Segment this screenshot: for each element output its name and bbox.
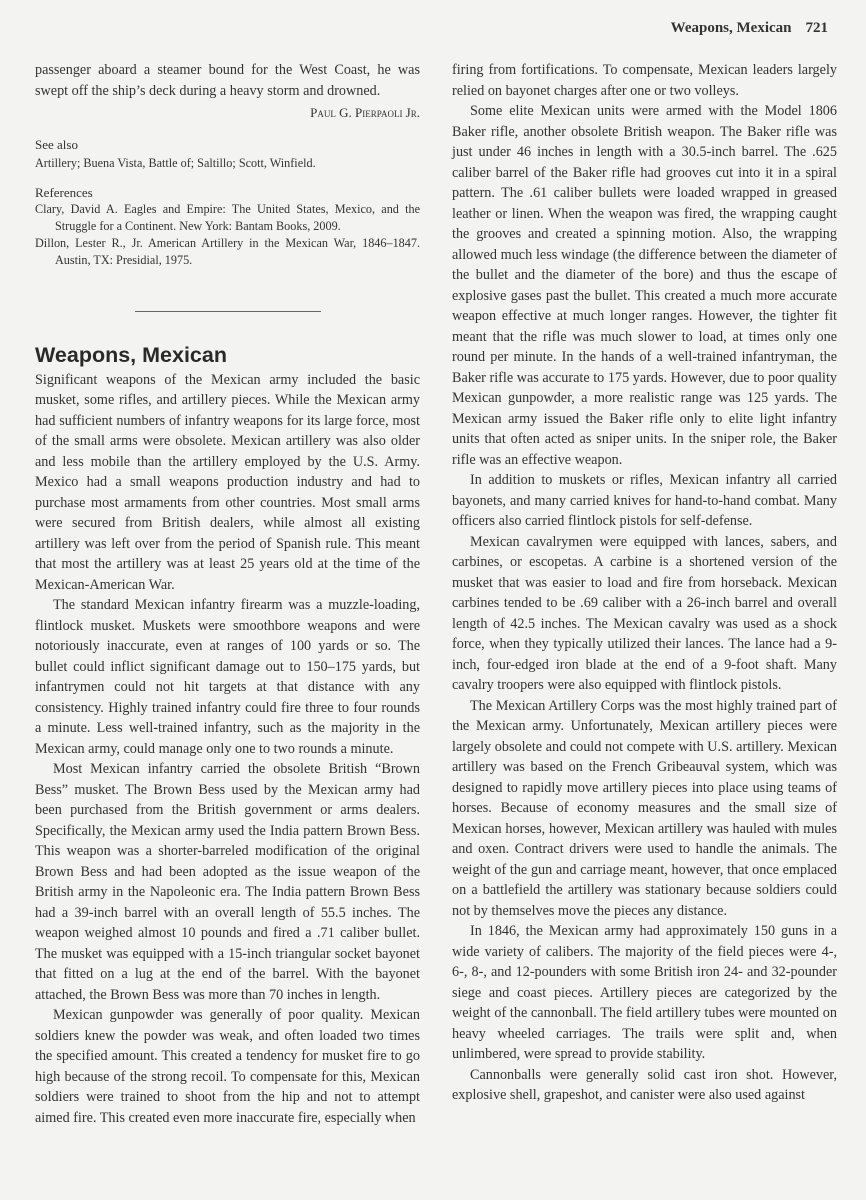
references-heading: References	[35, 184, 93, 200]
body-paragraph: Mexican gunpowder was generally of poor quality. Mexican soldiers knew the powder was weak, and often loaded two times the specified amount. This created a tendency for musket fire to go high because of the strong recoil. To compensate for this, Mexican soldiers were trained to shoot from the hip and not to attempt aimed fire. This created even more inaccurate fire, especially when	[35, 1007, 420, 1126]
reference-item: Dillon, Lester R., Jr. American Artillery in the Mexican War, 1846–1847. Austin, TX: Presidial, 1975.	[35, 235, 420, 267]
entry-divider	[135, 311, 321, 312]
body-paragraph: firing from fortifications. To compensate, Mexican leaders largely relied on bayonet charges after one or two volleys.	[452, 62, 837, 99]
see-also-text: Artillery; Buena Vista, Battle of; Saltillo; Scott, Winfield.	[35, 155, 316, 170]
body-paragraph: In 1846, the Mexican army had approximately 150 guns in a wide variety of calibers. The majority of the field pieces were 4-, 6-, 8-, and 12-pounders with some British iron 24- and 32-pounder siege and coast pieces. Artillery pieces are categorized by the weight of the cannonball. The field artillery tubes were mounted on heavy wheeled carriages. The trails were split and, when unlimbered, were spread to provide stability.	[452, 923, 837, 1062]
body-paragraph: Mexican cavalrymen were equipped with lances, sabers, and carbines, or escopetas. A carbine is a shortened version of the musket that was easier to load and fire from horseback. Mexican carbines tended to be .69 caliber with a 26-inch barrel and overall length of 42.5 inches. The Mexican cavalry was used as a shock force, when they typically utilized their lances. The lance had a 9-inch, four-edged iron blade at the end of a 9-foot shaft. Many cavalry troopers were also equipped with flintlock pistols.	[452, 533, 837, 693]
page-number: 721	[805, 20, 828, 36]
body-paragraph: Significant weapons of the Mexican army included the basic musket, some rifles, and artillery pieces. While the Mexican army had sufficient numbers of infantry weapons for its large force, most of the small arms were obsolete. Mexican artillery was also older and less mobile than the artillery employed by the U.S. Army. Mexico had a small weapons production industry and had to purchase most armaments from other countries. Most small arms were secured from British dealers, while almost all existing artillery was left over from the period of Spanish rule. This meant that most the artillery was at least 25 years old at the time of the Mexican-American War.	[35, 371, 420, 593]
running-head	[671, 20, 828, 37]
body-paragraph: Most Mexican infantry carried the obsolete British “Brown Bess” musket. The Brown Bess used by the Mexican army had been purchased from the British government or arms dealers. Specifically, the Mexican army used the India pattern Brown Bess. This weapon was a shorter-barreled modification of the original Brown Bess and had been adopted as the issue weapon of the British army in the Napoleonic era. The India pattern Brown Bess had a 39-inch barrel with an overall length of 55.5 inches. The weapon weighed almost 10 pounds and fired a .71 caliber bullet. The musket was equipped with a 15-inch triangular socket bayonet that fitted on a lug at the end of the barrel. With the bayonet attached, the Brown Bess was more than 70 inches in length.	[35, 761, 420, 1003]
body-paragraph: Cannonballs were generally solid cast iron shot. However, explosive shell, grapeshot, and canister were also used against	[452, 1066, 837, 1103]
body-paragraph: In addition to muskets or rifles, Mexican infantry all carried bayonets, and many carried knives for hand-to-hand combat. Many officers also carried flintlock pistols for self-defense.	[452, 472, 837, 529]
left-column	[35, 60, 420, 1128]
see-also-heading: See also	[35, 136, 78, 152]
body-paragraph: Some elite Mexican units were armed with the Model 1806 Baker rifle, another obsolete British weapon. The Baker rifle was just under 46 inches in length with a 30.5-inch barrel. The .625 caliber barrel of the Baker rifle had grooves cut into it in a spiral pattern. The .61 caliber bullets were loaded wrapped in greased leather or linen. When the weapon was fired, the wrapping caught the grooves and created a spinning motion. Also, the wrapping allowed much less windage (the difference between the diameter of the bullet and the diameter of the bore) and thus the escape of explosive gases past the bullet. This created a much more accurate weapon effective at much longer ranges. However, the tighter fit meant that the rifle was much slower to load, at times only one round per minute. In the hands of a well-trained infantryman, the Baker rifle was accurate to 175 yards. However, due to poor quality Mexican gunpowder, a more realistic range was 125 yards. The Mexican army issued the Baker rifle only to elite light infantry units that often acted as sniper units. In the sniper role, the Baker rifle was an effective weapon.	[452, 103, 837, 468]
entry-title: Weapons, Mexican	[35, 342, 227, 367]
running-title: Weapons, Mexican	[670, 20, 792, 36]
prev-entry-closing-text: passenger aboard a steamer bound for the West Coast, he was swept off the ship’s deck during a heavy storm and drowned.	[35, 62, 420, 99]
prev-entry-author: Paul G. Pierpaoli Jr.	[310, 105, 420, 120]
right-column	[452, 60, 837, 1106]
reference-item: Clary, David A. Eagles and Empire: The United States, Mexico, and the Struggle for a Continent. New York: Bantam Books, 2009.	[35, 201, 420, 233]
body-paragraph: The Mexican Artillery Corps was the most highly trained part of the Mexican army. Unfortunately, Mexican artillery pieces were largely obsolete and could not compete with U.S. artillery. Mexican artillery was based on the French Gribeauval system, which was designed to rapidly move artillery pieces into place using teams of horses. Because of economy measures and the small size of Mexican horses, however, Mexican artillery was hauled with mules and oxen. Contract drivers were used to handle the animals. The weight of the gun and carriage meant, however, that once emplaced on a battlefield the artillery was stationary because soldiers could not by themselves move the pieces any distance.	[452, 697, 837, 919]
body-paragraph: The standard Mexican infantry firearm was a muzzle-loading, flintlock musket. Muskets were smoothbore weapons and were notoriously inaccurate, even at ranges of 100 yards or so. The bullet could inflict significant damage out to 150–175 yards, but infantrymen could not hit targets at that distance with any consistency. Highly trained infantry could fire three to four rounds a minute. Less well-trained infantry, such as the majority in the Mexican army, could manage only one to two rounds a minute.	[35, 597, 420, 757]
